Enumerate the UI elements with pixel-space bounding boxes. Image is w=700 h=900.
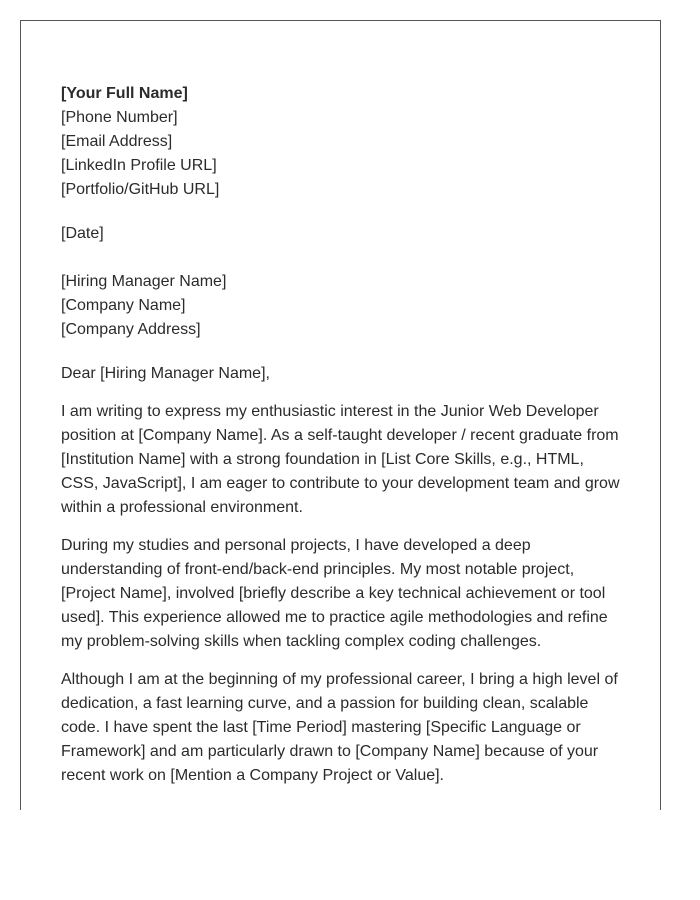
cover-letter-body — [61, 82, 631, 788]
date-text: [Date] — [61, 225, 104, 242]
recipient-address: [Company Address] — [61, 321, 201, 338]
paragraph-line: understanding of front-end/back-end principles. My most notable project, — [61, 561, 575, 578]
sender-email: [Email Address] — [61, 133, 173, 150]
paragraph-intro — [61, 400, 631, 520]
paragraph-line: my problem-solving skills when tackling complex coding challenges. — [61, 633, 542, 650]
paragraph-line: within a professional environment. — [61, 499, 303, 516]
paragraph-line: recent work on [Mention a Company Project or Value]. — [61, 767, 444, 784]
document-page — [20, 20, 661, 810]
paragraph-line: [Institution Name] with a strong foundation in [List Core Skills, e.g., HTML, — [61, 451, 584, 468]
paragraph-line: [Project Name], involved [briefly describe a key technical achievement or tool — [61, 585, 606, 602]
salutation-text: Dear [Hiring Manager Name], — [61, 365, 270, 382]
sender-block — [61, 82, 631, 202]
paragraph-line: I am writing to express my enthusiastic interest in the Junior Web Developer — [61, 403, 599, 420]
paragraph-line: code. I have spent the last [Time Period] mastering [Specific Language or — [61, 719, 581, 736]
recipient-company: [Company Name] — [61, 297, 186, 314]
letter-date — [61, 222, 631, 246]
paragraph-line: CSS, JavaScript], I am eager to contribute to your development team and grow — [61, 475, 620, 492]
sender-linkedin: [LinkedIn Profile URL] — [61, 157, 217, 174]
sender-phone: [Phone Number] — [61, 109, 178, 126]
sender-full-name: [Your Full Name] — [61, 85, 188, 102]
paragraph-line: Although I am at the beginning of my professional career, I bring a high level of — [61, 671, 618, 688]
salutation — [61, 362, 631, 386]
recipient-manager: [Hiring Manager Name] — [61, 273, 227, 290]
paragraph-experience — [61, 534, 631, 654]
paragraph-line: position at [Company Name]. As a self-taught developer / recent graduate from — [61, 427, 619, 444]
sender-portfolio: [Portfolio/GitHub URL] — [61, 181, 220, 198]
paragraph-line: Framework] and am particularly drawn to [Company Name] because of your — [61, 743, 599, 760]
recipient-block — [61, 270, 631, 342]
paragraph-line: dedication, a fast learning curve, and a passion for building clean, scalable — [61, 695, 589, 712]
paragraph-line: used]. This experience allowed me to practice agile methodologies and refine — [61, 609, 608, 626]
paragraph-line: During my studies and personal projects, I have developed a deep — [61, 537, 531, 554]
paragraph-motivation — [61, 668, 631, 788]
